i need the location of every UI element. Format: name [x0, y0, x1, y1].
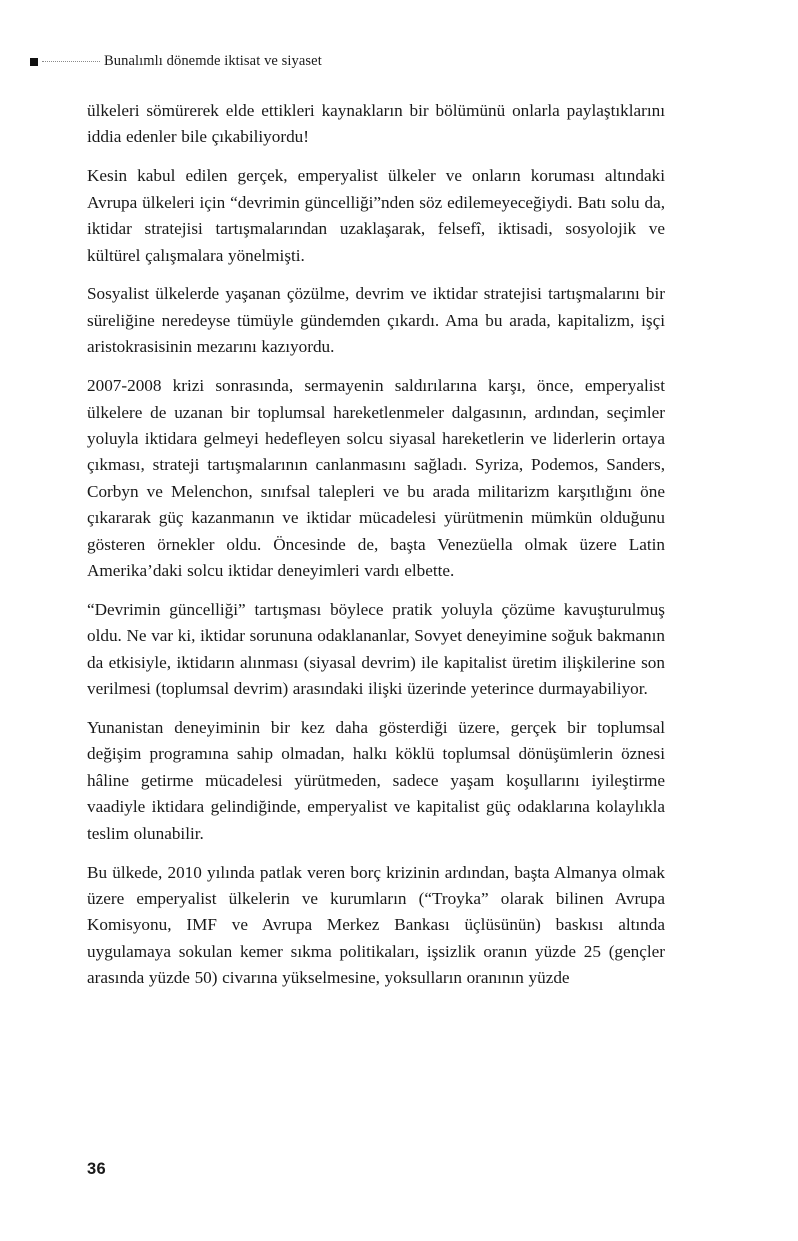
paragraph: Yunanistan deneyiminin bir kez daha gösterdiği üzere, gerçek bir toplumsal değişim programına sahip olmadan, halkı köklü toplumsal dönüşümlerin öznesi hâline getirme mücadelesi yürütmeden, sadece yaşam koşullarını iyileştirme vaadiyle iktidara gelindiğinde, emperyalist ve kapitalist güç odaklarına kolaylıkla teslim olunabilir.	[87, 718, 665, 843]
paragraph: “Devrimin güncelliği” tartışması böylece pratik yoluyla çözüme kavuşturulmuş oldu. Ne var ki, iktidar sorununa odaklananlar, Sovyet deneyimine soğuk bakmanın da etkisiyle, iktidarın alınması (siyasal devrim) ile kapitalist üretim ilişkilerine son verilmesi (toplumsal devrim) arasındaki ilişki üzerinde yeterince durmayabiliyor.	[87, 599, 665, 699]
dotted-rule-icon	[42, 61, 100, 63]
paragraph: Sosyalist ülkelerde yaşanan çözülme, devrim ve iktidar stratejisi tartışmalarını bir süreliğine neredeyse tümüyle gündemden çıkardı. Ama bu arada, kapitalizm, işçi aristokrasisinin mezarını kazıyordu.	[87, 284, 665, 357]
paragraph: 2007-2008 krizi sonrasında, sermayenin saldırılarına karşı, önce, emperyalist ülkelere de uzanan bir toplumsal hareketlenmeler dalgasının, ardından, seçimler yoluyla iktidara gelmeyi hedefleyen solcu siyasal hareketlerin ve liderlerin ortaya çıkması, strateji tartışmalarının canlanmasını sağladı. Syriza, Podemos, Sanders, Corbyn ve Melenchon, sınıfsal talepleri ve bu arada militarizm karşıtlığını öne çıkararak güç kazanmanın ve iktidar mücadelesi yürütmenin mümkün olduğunu gösteren örnekler oldu. Öncesinde de, başta Venezüella olmak üzere Latin Amerika’daki solcu iktidar deneyimleri vardı elbette.	[87, 376, 665, 580]
running-head	[30, 50, 670, 72]
body-text-column	[87, 98, 665, 992]
paragraph: ülkeleri sömürerek elde ettikleri kaynakların bir bölümünü onlarla paylaştıklarını iddia edenler bile çıkabiliyordu!	[87, 101, 665, 147]
running-head-title: Bunalımlı dönemde iktisat ve siyaset	[104, 52, 322, 69]
paragraph: Kesin kabul edilen gerçek, emperyalist ülkeler ve onların koruması altındaki Avrupa ülkeleri için “devrimin güncelliği”nden söz edilemeyeceğiydi. Batı solu da, iktidar stratejisi tartışmalarından uzaklaşarak, felsefî, iktisadi, sosyolojik ve kültürel çalışmalara yönelmişti.	[87, 166, 665, 265]
filled-square-icon	[30, 58, 38, 66]
page-number: 36	[87, 1160, 106, 1178]
paragraph: Bu ülkede, 2010 yılında patlak veren borç krizinin ardından, başta Almanya olmak üzere emperyalist ülkelerin ve kurumların (“Troyka” olarak bilinen Avrupa Komisyonu, IMF ve Avrupa Merkez Bankası üçlüsünün) baskısı altında uygulamaya sokulan kemer sıkma politikaları, işsizlik oranın yüzde 25 (gençler arasında yüzde 50) civarına yükselmesine, yoksulların oranının yüzde	[87, 862, 665, 988]
